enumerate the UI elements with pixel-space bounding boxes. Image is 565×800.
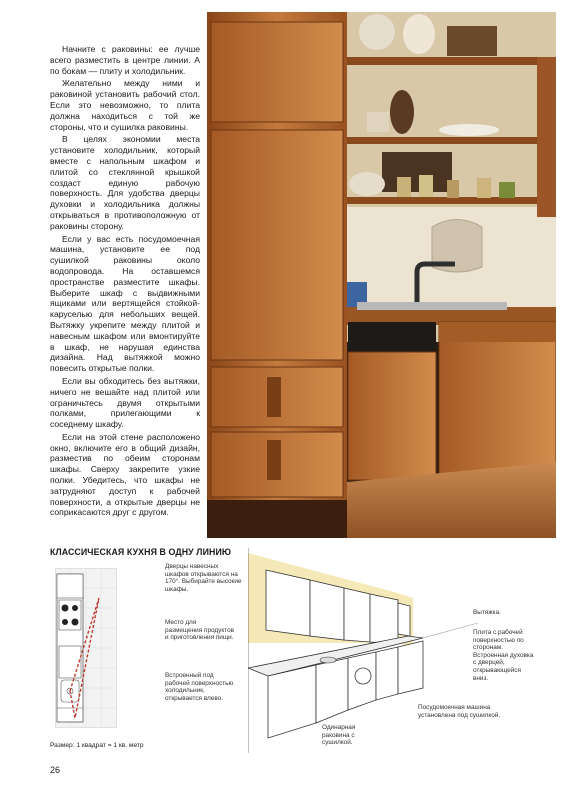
paragraph: Если на этой стене расположено окно, включите его в общий дизайн, разместив по обеим сторонам шкафы. Сверху закрепите узкие полки. Убедитесь, что шкафы не затрудняют доступ к рабочей поверхности, а открытые дверцы не соприкасаются друг с другом. [50,431,200,518]
note-doors: Дверцы навесных шкафов открываются на 170°. Выбирайте высокие шкафы. [165,563,242,593]
paragraph: Если у вас есть посудомоечная машина, установите ее под сушилкой раковины около водопровода. На оставшемся пространстве разместите шкафы. Выберите шкаф с выдвижными ящиками или вертящейся стойкой-каруселью для небольших вещей. Вытяжку укрепите между плитой и навесным шкафом или вмонтируйте в шкаф, не нарушая единства дизайна. Над вытяжкой можно повесить открытые полки. [50,233,200,374]
kitchen-sketch [248,548,478,753]
note-dishwasher: Посудомоечная машина установлена под сушилкой. [418,704,501,719]
page-number: 26 [50,765,61,775]
note-stove: Плита с рабочей поверхностью по сторонам. Встроенная духовка с дверцей, открывающейся вниз. [473,629,534,682]
paragraph: Если вы обходитесь без вытяжки, ничего не вешайте над плитой или ограничьтесь двумя открытыми полками, прилегающими к соседнему шкафу. [50,375,200,430]
note-storage: Место для размещения продуктов и приготовления пищи. [165,619,235,642]
floor-plan [55,568,117,728]
note-fridge: Встроенный под рабочей поверхностью холодильник, открывается влево. [165,672,234,702]
paragraph: Желательно между ними и раковиной установить рабочий стол. Если это невозможно, то плита должна находиться с той же стороны, что и сушилка раковины. [50,78,200,132]
paragraph: В целях экономии места установите холодильник, который вместе с напольным шкафом и плитой со стеклянной крышкой создаст единую рабочую поверхность. Для удобства дверцы духовки и холодильника должны открываться в противоположную от раковины сторону. [50,134,200,231]
diagram-heading: КЛАССИЧЕСКАЯ КУХНЯ В ОДНУ ЛИНИЮ [50,547,232,557]
kitchen-photo [207,12,556,538]
size-caption: Размер: 1 квадрат = 1 кв. метр [50,742,144,749]
paragraph: Начните с раковины: ее лучше всего разместить в центре линии. А по бокам — плиту и холодильник. [50,44,200,76]
article-body [50,44,200,520]
note-hood: Вытяжка. [473,609,501,616]
note-sink: Одинарная раковина с сушилкой. [322,724,356,747]
